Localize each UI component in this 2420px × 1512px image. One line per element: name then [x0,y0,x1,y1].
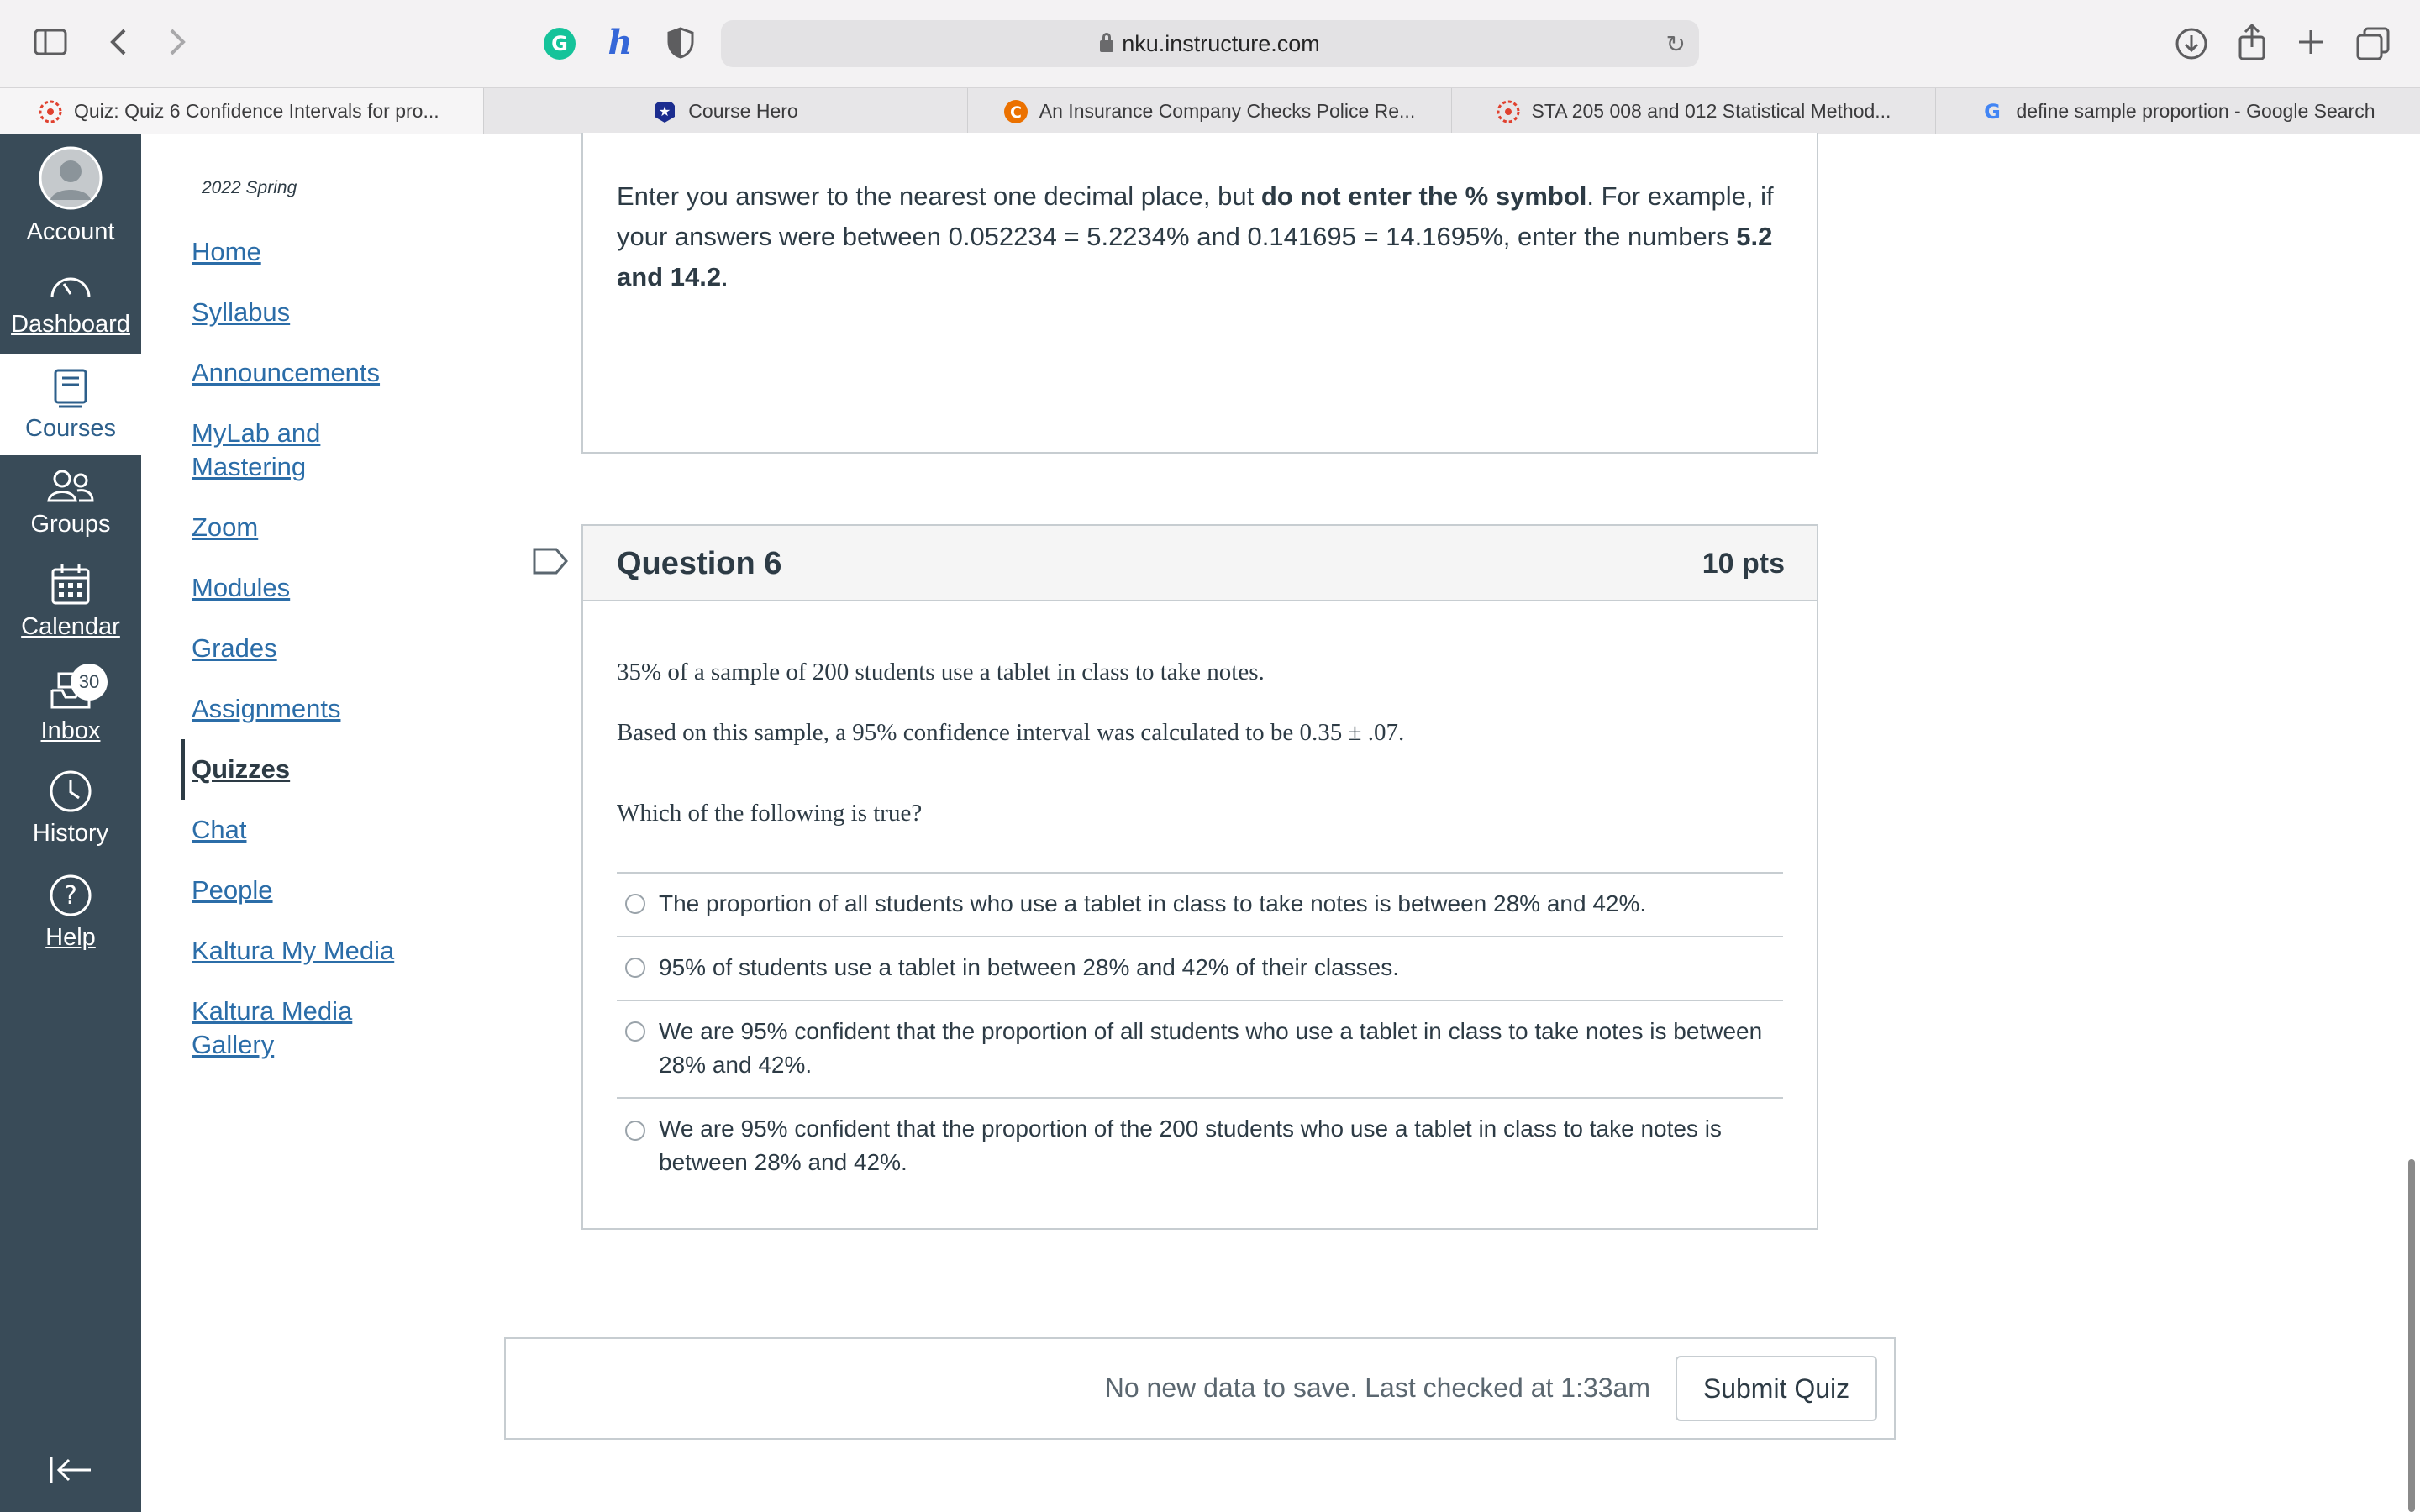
courses-book-icon [52,368,89,408]
calendar-icon [50,563,91,606]
nav-groups[interactable]: Groups [0,469,141,553]
question-header [581,524,1818,601]
nav-history[interactable]: History [0,769,141,862]
answer-radio-4[interactable] [625,1121,645,1141]
nav-account[interactable]: Account [0,146,141,255]
global-navigation [0,134,141,1512]
autosave-status: No new data to save. Last checked at 1:33am [1104,1373,1650,1403]
reload-icon[interactable]: ↻ [1665,31,1686,57]
svg-text:C: C [1009,102,1022,122]
forward-icon[interactable] [168,27,188,57]
course-link-announcements[interactable]: Announcements [192,358,381,387]
course-link-modules[interactable]: Modules [192,573,291,602]
course-link-chat[interactable]: Chat [192,815,247,844]
tab-bar [0,87,2420,134]
privacy-shield-icon[interactable] [667,27,694,59]
course-hero-favicon-icon [653,100,676,123]
svg-text:★: ★ [659,102,671,119]
url-text: nku.instructure.com [1122,31,1320,56]
course-link-home[interactable]: Home [192,237,261,266]
tab-quiz[interactable]: Quiz: Quiz 6 Confidence Intervals for pro... [0,88,484,134]
active-indicator [182,739,185,800]
nav-help[interactable]: ? Help [0,874,141,966]
answer-option-2[interactable]: 95% of students use a tablet in between 28% and 42% of their classes. [617,936,1783,1000]
tab-google-search[interactable]: G define sample proportion - Google Search [1936,88,2420,134]
answer-radio-2[interactable] [625,958,645,978]
google-favicon-icon [1981,100,2004,123]
grammarly-extension-icon[interactable] [543,27,576,60]
course-link-syllabus[interactable]: Syllabus [192,297,291,327]
course-link-people[interactable]: People [192,875,273,905]
share-icon[interactable] [2237,24,2267,60]
submit-quiz-button[interactable]: Submit Quiz [1676,1356,1877,1421]
nav-courses[interactable]: Courses [0,354,141,455]
page-scrollbar[interactable] [2408,1159,2415,1512]
course-link-kaltura-my-media[interactable]: Kaltura My Media [192,936,395,965]
honey-extension-icon[interactable] [603,24,637,60]
answer-radio-1[interactable] [625,894,645,914]
canvas-favicon-icon [1497,100,1520,123]
svg-text:G: G [551,32,568,55]
answer-option-1[interactable]: The proportion of all students who use a tablet in class to take notes is between 28% and 42%. [617,872,1783,936]
course-term: 2022 Spring [202,178,297,197]
course-link-assignments[interactable]: Assignments [192,694,341,723]
course-link-kaltura-media-gallery[interactable]: Kaltura Media Gallery [192,996,353,1059]
nav-dashboard[interactable]: Dashboard [0,269,141,353]
course-link-zoom[interactable]: Zoom [192,512,259,542]
new-tab-icon[interactable] [2296,27,2326,57]
inbox-count-badge: 30 [71,664,108,701]
answer-radio-3[interactable] [625,1021,645,1042]
tab-insurance[interactable]: C An Insurance Company Checks Police Re... [968,88,1452,134]
svg-text:h: h [608,24,633,60]
canvas-favicon-icon [39,100,62,123]
tab-overview-icon[interactable] [2356,27,2390,60]
nav-inbox[interactable]: 30 Inbox [0,667,141,759]
question-title: Question 6 [617,546,782,581]
question-points: 10 pts [1702,548,1785,580]
course-link-quizzes[interactable]: Quizzes [192,754,291,784]
answer-option-4[interactable]: We are 95% confident that the proportion of the 200 students who use a tablet in class to take notes is between 28% and 42%. [617,1097,1783,1194]
previous-question-instructions: Enter you answer to the nearest one decimal place, but do not enter the % symbol. For example, if your answers were between 0.052234 = 5.2234% and 0.141695 = 14.1695%, enter the numbers 5.2 and 14.2. [617,181,1774,291]
svg-text:G: G [1984,99,2002,123]
nav-calendar[interactable]: Calendar [0,563,141,655]
chegg-favicon-icon [1004,100,1028,123]
course-link-grades[interactable]: Grades [192,633,277,663]
quiz-footer [504,1337,1896,1440]
tab-course-hero[interactable]: ★ Course Hero [484,88,968,134]
sidebar-toggle-icon[interactable] [34,29,67,55]
back-icon[interactable] [108,27,128,57]
help-question-icon [49,874,92,917]
flag-question-icon[interactable] [533,548,568,575]
lock-icon [1100,40,1113,52]
svg-text:?: ? [64,881,77,911]
avatar-icon [39,146,103,210]
course-navigation [141,134,460,1512]
downloads-icon[interactable] [2175,27,2208,60]
question-text-1: 35% of a sample of 200 students use a tablet in class to take notes. [617,659,1265,685]
question-text-3: Which of the following is true? [617,800,923,827]
dashboard-gauge-icon [47,269,94,302]
groups-people-icon [47,469,94,502]
tab-sta205[interactable]: STA 205 008 and 012 Statistical Method... [1452,88,1936,134]
history-clock-icon [49,769,92,813]
course-link-mylab[interactable]: MyLab and Mastering [192,418,321,481]
browser-toolbar [0,0,2420,87]
question-text-2: Based on this sample, a 95% confidence interval was calculated to be 0.35 ± .07. [617,719,1405,746]
answer-option-3[interactable]: We are 95% confident that the proportion of all students who use a tablet in class to take notes is between 28% and 42%. [617,1000,1783,1097]
collapse-nav-icon[interactable] [49,1453,92,1487]
address-bar[interactable] [721,20,1699,67]
